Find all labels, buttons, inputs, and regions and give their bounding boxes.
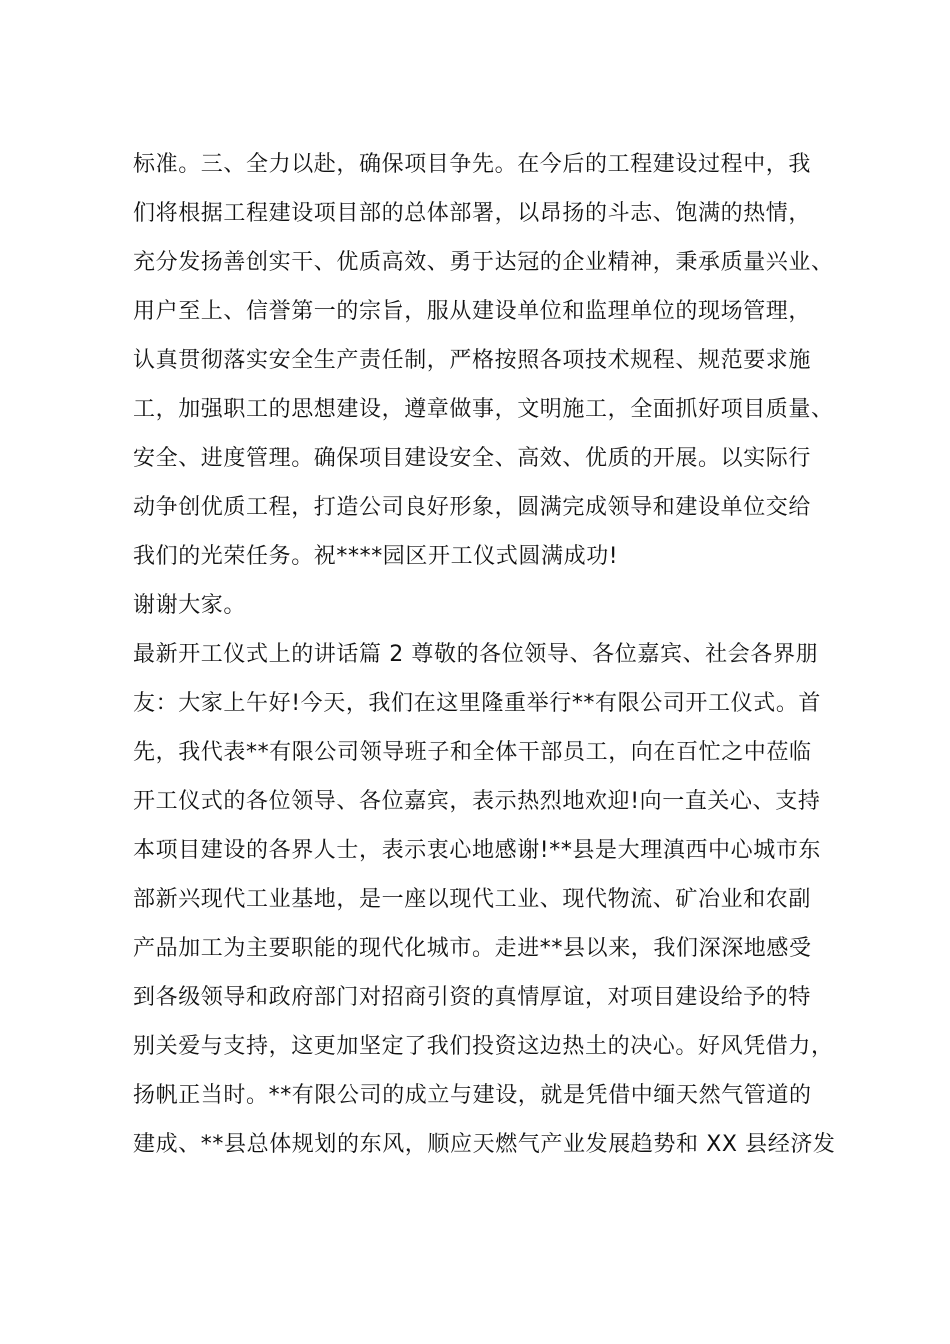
text-line: 安全、进度管理。确保项目建设安全、高效、优质的开展。以实际行 [133, 446, 812, 471]
text-line: 产品加工为主要职能的现代化城市。走进**县以来，我们深深地感受 [133, 936, 812, 961]
text-line: 开工仪式的各位领导、各位嘉宾，表示热烈地欢迎!向一直关心、支持 [133, 789, 821, 814]
text-line: 本项目建设的各界人士，表示衷心地感谢!**县是大理滇西中心城市东 [133, 838, 822, 863]
text-line: 用户至上、信誉第一的宗旨，服从建设单位和监理单位的现场管理， [133, 299, 812, 324]
text-line: 先，我代表**有限公司领导班子和全体干部员工，向在百忙之中莅临 [133, 740, 812, 765]
text-line: 别关爱与支持，这更加坚定了我们投资这边热土的决心。好风凭借力， [133, 1034, 834, 1059]
text-line: 动争创优质工程，打造公司良好形象，圆满完成领导和建设单位交给 [133, 495, 812, 520]
text-line: 扬帆正当时。**有限公司的成立与建设，就是凭借中缅天然气管道的 [133, 1083, 812, 1108]
text-line: 到各级领导和政府部门对招商引资的真情厚谊，对项目建设给予的特 [133, 985, 812, 1010]
text-line: 标准。三、全力以赴，确保项目争先。在今后的工程建设过程中，我 [133, 152, 812, 177]
document-body [133, 140, 836, 1169]
text-line: 认真贯彻落实安全生产责任制，严格按照各项技术规程、规范要求施 [133, 348, 812, 373]
text-line: 部新兴现代工业基地，是一座以现代工业、现代物流、矿冶业和农副 [133, 887, 812, 912]
text-line: 最新开工仪式上的讲话篇 2 尊敬的各位领导、各位嘉宾、社会各界朋 [133, 642, 819, 667]
text-line: 充分发扬善创实干、优质高效、勇于达冠的企业精神，秉承质量兴业、 [133, 250, 834, 275]
text-line: 工，加强职工的思想建设，遵章做事，文明施工，全面抓好项目质量、 [133, 397, 834, 422]
text-line: 们将根据工程建设项目部的总体部署，以昂扬的斗志、饱满的热情， [133, 201, 812, 226]
text-line: 友：大家上午好!今天，我们在这里隆重举行**有限公司开工仪式。首 [133, 691, 822, 716]
text-line: 建成、**县总体规划的东风，顺应天燃气产业发展趋势和 XX 县经济发 [133, 1132, 836, 1157]
text-line: 我们的光荣任务。祝****园区开工仪式圆满成功! [133, 544, 619, 569]
text-line: 谢谢大家。 [133, 593, 247, 618]
